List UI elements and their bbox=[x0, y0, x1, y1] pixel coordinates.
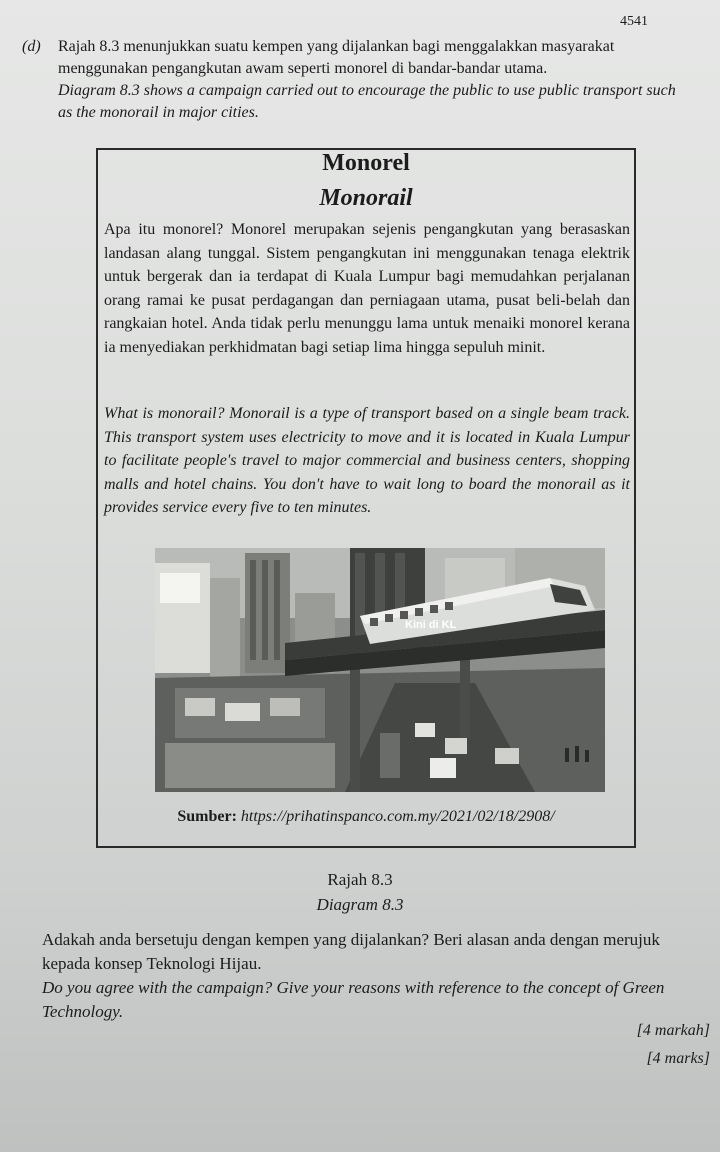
monorail-photo bbox=[155, 548, 605, 792]
photo-source: Sumber: https://prihatinspanco.com.my/2021/02/18/2908/ bbox=[177, 808, 555, 825]
question-prompt bbox=[42, 928, 712, 1024]
poster-paragraph-english: What is monorail? Monorail is a type of transport based on a single beam track. This transport system uses electricity to move and it is located in Kuala Lumpur to facilitate people's travel to major commercial and business centers, shopping malls and hotel chains. You don't have to wait long to board the monorail as it provides service every five to ten minutes. bbox=[104, 405, 630, 516]
question-label: (d) bbox=[22, 38, 41, 55]
source-label: Sumber bbox=[177, 808, 232, 825]
poster-paragraph-malay: Apa itu monorel? Monorel merupakan sejenis pengangkutan yang berasaskan landasan alang tunggal. Sistem pengangkutan ini menggunakan tenaga elektrik untuk bergerak dan ia terdapat di Kuala Lumpur bagi memudahkan perjalanan orang ramai ke pusat perdagangan dan perniagaan utama, pusat beli-belah dan rangkaian hotel. Anda tidak perlu menunggu lama untuk menaiki monorel kerana ia menyediakan perkhidmatan bagi setiap lima hingga sepuluh minit. bbox=[104, 221, 630, 356]
poster-title-malay: Monorel bbox=[322, 150, 410, 176]
question-english: Do you agree with the campaign? Give your reasons with reference to the concept of Green Technology. bbox=[42, 978, 665, 1021]
question-malay: Adakah anda bersetuju dengan kempen yang dijalankan? Beri alasan anda dengan merujuk kepada konsep Teknologi Hijau. bbox=[42, 930, 660, 973]
source-url: https://prihatinspanco.com.my/2021/02/18/2908/ bbox=[240, 808, 555, 825]
intro-english: Diagram 8.3 shows a campaign carried out to encourage the public to use public transport such as the monorail in major cities. bbox=[58, 82, 676, 121]
marks-malay: [4 markah] bbox=[636, 1022, 710, 1039]
diagram-caption-english: Diagram 8.3 bbox=[316, 895, 404, 914]
marks-english: [4 marks] bbox=[646, 1050, 710, 1067]
train-sign-text: Kini di KL bbox=[405, 619, 457, 631]
diagram-caption-malay: Rajah 8.3 bbox=[327, 870, 393, 889]
question-intro bbox=[58, 36, 688, 124]
intro-malay: Rajah 8.3 menunjukkan suatu kempen yang dijalankan bagi menggalakkan masyarakat menggunakan pengangkutan awam seperti monorel di bandar-bandar utama. bbox=[58, 38, 615, 77]
poster-title-english: Monorail bbox=[319, 185, 413, 211]
paper-code: 4541 bbox=[620, 14, 648, 29]
